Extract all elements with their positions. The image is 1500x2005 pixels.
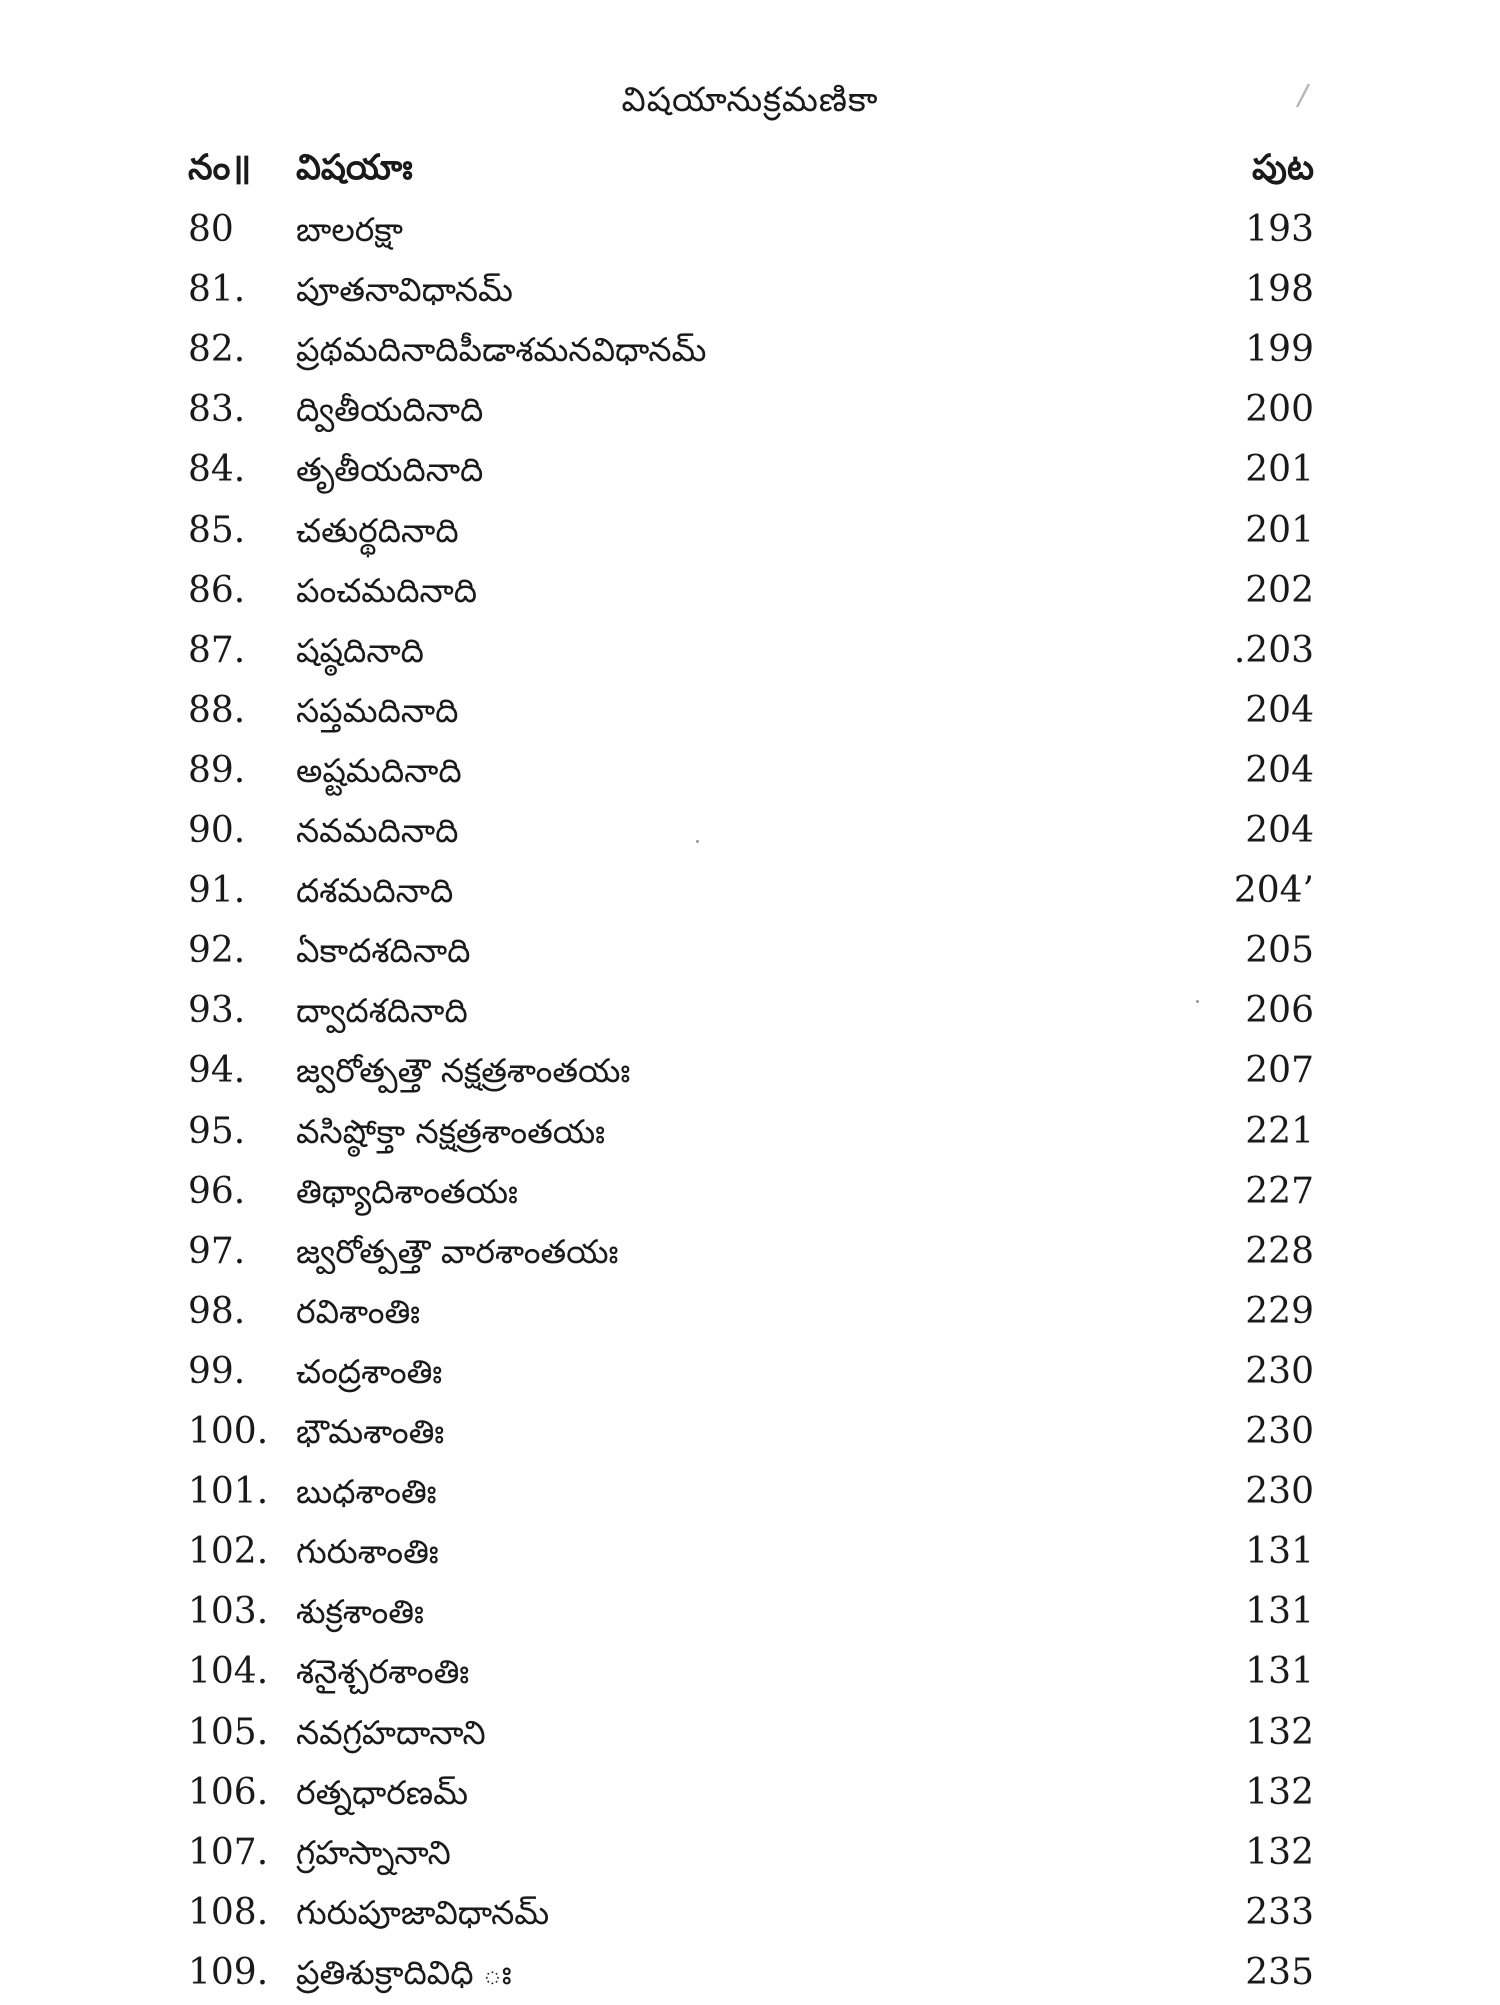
entry-number: 103. — [188, 1591, 269, 1633]
entry-number: 102. — [188, 1531, 269, 1573]
entry-topic: ప్రతిశుక్రాదివిధి ః — [296, 1952, 512, 1992]
entry-topic: జ్వరోత్పత్తౌ నక్షత్రశాంతయః — [296, 1051, 631, 1091]
entry-topic: గురుపూజావిధానమ్ — [296, 1892, 550, 1932]
entry-page: 193 — [1245, 209, 1314, 250]
entry-topic: బాలరక్షా — [296, 210, 403, 249]
entry-number: 98. — [188, 1290, 246, 1332]
entry-topic: గ్రహస్నానాని — [296, 1832, 451, 1872]
table-row — [0, 803, 1500, 863]
table-row — [0, 1344, 1500, 1404]
entry-topic: ప్రథమదినాదిపీడాశమనవిధానమ్ — [296, 330, 707, 370]
entry-number: 109. — [188, 1951, 269, 1993]
table-row — [0, 923, 1500, 983]
table-row — [0, 503, 1500, 563]
entry-topic: నవమదినాది — [296, 811, 459, 850]
entry-page: 230 — [1245, 1411, 1314, 1452]
entry-topic: అష్టమదినాది — [296, 750, 462, 790]
entry-page: 199 — [1245, 329, 1314, 371]
table-row — [0, 262, 1500, 322]
table-row — [0, 1524, 1500, 1584]
header-number: నం॥ — [188, 148, 252, 188]
table-row — [0, 623, 1500, 683]
entry-page: 206 — [1245, 990, 1314, 1032]
entry-page: 132 — [1245, 1771, 1314, 1813]
entry-topic: వసిష్ఠోక్తా నక్షత్రశాంతయః — [296, 1111, 605, 1151]
entry-number: 100. — [188, 1411, 269, 1452]
entry-topic: శుక్రశాంతిః — [296, 1592, 424, 1632]
table-row — [0, 1164, 1500, 1224]
entry-topic: శనైశ్చరశాంతిః — [296, 1652, 470, 1692]
table-row — [0, 1464, 1500, 1524]
entry-topic: తృతీయదినాది — [296, 450, 484, 490]
entry-topic: చంద్రశాంతిః — [296, 1351, 443, 1391]
table-row — [0, 202, 1500, 262]
table-row — [0, 1584, 1500, 1644]
entry-number: 96. — [188, 1170, 246, 1212]
entry-page: 230 — [1245, 1350, 1314, 1392]
corner-mark: / — [1295, 77, 1312, 114]
entry-topic: రత్నధారణమ్ — [296, 1772, 469, 1812]
entry-topic: పంచమదినాది — [296, 570, 478, 610]
entry-number: 91. — [188, 870, 246, 912]
entry-page: 204 — [1245, 689, 1314, 731]
table-row — [0, 1104, 1500, 1164]
entry-topic: ఏకాదశదినాది — [296, 931, 471, 971]
entry-number: 108. — [188, 1891, 269, 1933]
entry-page: 230 — [1245, 1471, 1314, 1513]
table-row — [0, 1945, 1500, 2005]
table-row — [0, 1043, 1500, 1103]
entry-number: 90. — [188, 810, 246, 851]
entry-page: 204 — [1245, 810, 1314, 851]
entry-topic: జ్వరోత్పత్తౌ వారశాంతయః — [296, 1231, 619, 1271]
entry-page: 235 — [1245, 1951, 1314, 1993]
table-row — [0, 683, 1500, 743]
entry-page: 233 — [1245, 1891, 1314, 1933]
entry-page: 198 — [1245, 269, 1314, 311]
table-row — [0, 1765, 1500, 1825]
table-row — [0, 382, 1500, 442]
entry-number: 80 — [188, 209, 234, 250]
entry-page: 205 — [1245, 930, 1314, 972]
entry-number: 106. — [188, 1771, 269, 1813]
entry-page: 204 — [1245, 749, 1314, 791]
entry-page: 228 — [1245, 1230, 1314, 1272]
table-row — [0, 442, 1500, 502]
entry-page: 131 — [1245, 1651, 1314, 1693]
entry-number: 95. — [188, 1110, 246, 1152]
entry-topic: భౌమశాంతిః — [296, 1412, 445, 1451]
entry-topic: ద్వాదశదినాది — [296, 991, 468, 1031]
entry-number: 93. — [188, 990, 246, 1032]
entry-number: 85. — [188, 509, 246, 551]
entry-topic: తిథ్యాదిశాంతయః — [296, 1171, 518, 1211]
entry-topic: చతుర్థదినాది — [296, 510, 459, 550]
entry-page: 132 — [1245, 1711, 1314, 1753]
table-row — [0, 983, 1500, 1043]
header-page: పుట — [1252, 148, 1314, 188]
entry-number: 92. — [188, 930, 246, 972]
entry-page: 202 — [1245, 569, 1314, 611]
entry-page: 221 — [1245, 1110, 1314, 1152]
entry-page: 229 — [1245, 1290, 1314, 1332]
entry-page: 132 — [1245, 1831, 1314, 1873]
table-row — [0, 1404, 1500, 1464]
table-row — [0, 1284, 1500, 1344]
table-row — [0, 322, 1500, 382]
entry-number: 105. — [188, 1711, 269, 1753]
scan-speck — [1196, 1000, 1199, 1003]
entry-topic: సప్తమదినాది — [296, 690, 459, 730]
entry-number: 104. — [188, 1651, 269, 1693]
table-row — [0, 1825, 1500, 1885]
entry-page: 131 — [1245, 1531, 1314, 1573]
entry-topic: షష్ఠదినాది — [296, 630, 424, 670]
entry-number: 101. — [188, 1471, 269, 1513]
entry-number: 86. — [188, 569, 246, 611]
scan-speck — [696, 840, 699, 843]
entry-topic: దశమదినాది — [296, 871, 454, 911]
page-title: విషయానుక్రమణికా — [621, 80, 879, 120]
entry-page: 201 — [1245, 449, 1314, 491]
entry-page: 204’ — [1233, 870, 1314, 912]
entry-page: 227 — [1245, 1170, 1314, 1212]
entry-number: 82. — [188, 329, 246, 371]
entry-number: 83. — [188, 389, 246, 431]
toc-header-row — [0, 140, 1500, 200]
entry-page: .203 — [1233, 629, 1314, 671]
entry-number: 107. — [188, 1831, 269, 1873]
entry-topic: బుధశాంతిః — [296, 1472, 437, 1512]
entry-topic: పూతనావిధానమ్ — [296, 270, 513, 310]
entry-number: 99. — [188, 1350, 246, 1392]
table-row — [0, 563, 1500, 623]
entry-number: 94. — [188, 1050, 246, 1092]
entry-page: 131 — [1245, 1591, 1314, 1633]
entry-page: 207 — [1245, 1050, 1314, 1092]
table-row — [0, 1224, 1500, 1284]
table-row — [0, 863, 1500, 923]
table-row — [0, 1705, 1500, 1765]
table-row — [0, 1885, 1500, 1945]
entry-topic: నవగ్రహదానాని — [296, 1712, 486, 1752]
entry-number: 89. — [188, 749, 246, 791]
table-row — [0, 1644, 1500, 1704]
entry-page: 200 — [1245, 389, 1314, 431]
entry-number: 88. — [188, 689, 246, 731]
entry-number: 81. — [188, 269, 246, 311]
entry-topic: ద్వితీయదినాది — [296, 390, 484, 430]
table-row — [0, 743, 1500, 803]
entry-page: 201 — [1245, 509, 1314, 551]
entry-number: 84. — [188, 449, 246, 491]
entry-number: 97. — [188, 1230, 246, 1272]
entry-topic: గురుశాంతిః — [296, 1532, 439, 1572]
entry-topic: రవిశాంతిః — [296, 1291, 421, 1331]
entry-number: 87. — [188, 629, 246, 671]
header-topic: విషయాః — [296, 148, 413, 188]
